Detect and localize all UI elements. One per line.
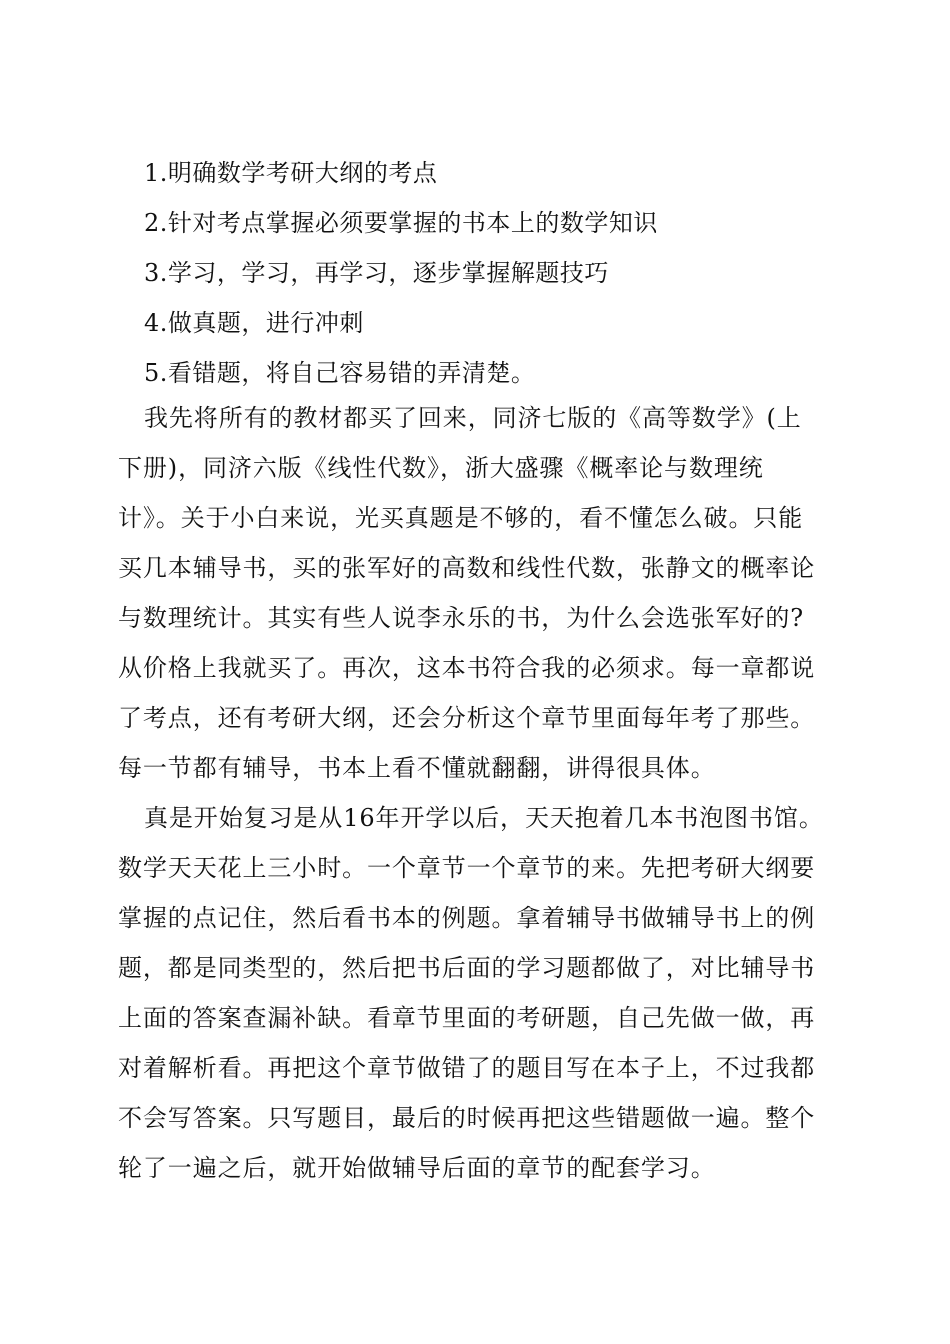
paragraph-line: 对着解析看。再把这个章节做错了的题目写在本子上，不过我都 — [118, 1054, 816, 1082]
paragraph-line: 下册)，同济六版《线性代数》，浙大盛骤《概率论与数理统 — [118, 454, 764, 482]
numbered-list — [144, 148, 844, 398]
paragraph-line: 上面的答案查漏补缺。看章节里面的考研题，自己先做一做，再 — [118, 1004, 816, 1032]
paragraph-line: 真是开始复习是从16年开学以后，天天抱着几本书泡图书馆。 — [144, 804, 824, 832]
paragraph-line: 每一节都有辅导，书本上看不懂就翻翻，讲得很具体。 — [118, 754, 716, 782]
paragraph-line: 买几本辅导书，买的张军好的高数和线性代数，张静文的概率论 — [118, 554, 816, 582]
paragraph-line: 轮了一遍之后，就开始做辅导后面的章节的配套学习。 — [118, 1154, 716, 1182]
paragraph-line: 了考点，还有考研大纲，还会分析这个章节里面每年考了那些。 — [118, 704, 816, 732]
list-item: 3.学习，学习，再学习，逐步掌握解题技巧 — [144, 259, 609, 287]
list-item: 1.明确数学考研大纲的考点 — [144, 159, 438, 187]
paragraph-line: 掌握的点记住，然后看书本的例题。拿着辅导书做辅导书上的例 — [118, 904, 816, 932]
paragraph-review-process — [118, 793, 858, 1193]
paragraph-line: 题，都是同类型的，然后把书后面的学习题都做了，对比辅导书 — [118, 954, 816, 982]
paragraph-line: 我先将所有的教材都买了回来，同济七版的《高等数学》(上 — [144, 404, 802, 432]
list-item: 4.做真题，进行冲刺 — [144, 309, 364, 337]
paragraph-textbooks — [118, 393, 858, 793]
paragraph-line: 不会写答案。只写题目，最后的时候再把这些错题做一遍。整个 — [118, 1104, 816, 1132]
paragraph-line: 计》。关于小白来说，光买真题是不够的，看不懂怎么破。只能 — [118, 504, 804, 532]
paragraph-line: 数学天天花上三小时。一个章节一个章节的来。先把考研大纲要 — [118, 854, 816, 882]
list-item: 5.看错题，将自己容易错的弄清楚。 — [144, 359, 536, 387]
paragraph-line: 从价格上我就买了。再次，这本书符合我的必须求。每一章都说 — [118, 654, 816, 682]
paragraph-line: 与数理统计。其实有些人说李永乐的书，为什么会选张军好的? — [118, 604, 805, 632]
list-item: 2.针对考点掌握必须要掌握的书本上的数学知识 — [144, 209, 658, 237]
